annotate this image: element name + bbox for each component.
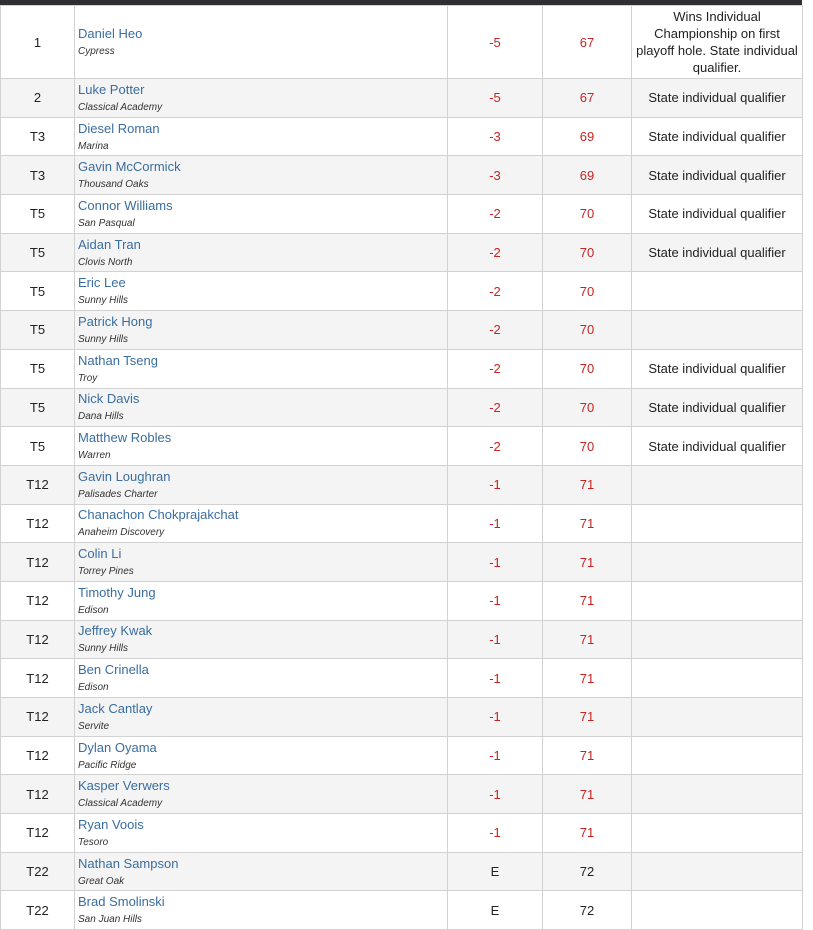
position-cell: T12 — [1, 775, 75, 814]
player-name-link[interactable]: Diesel Roman — [78, 120, 160, 136]
to-par-cell: -2 — [448, 272, 543, 311]
table-row — [1, 775, 803, 814]
player-cell — [75, 814, 448, 853]
position-cell: T12 — [1, 620, 75, 659]
school-name: Clovis North — [78, 256, 133, 268]
table-row — [1, 156, 803, 195]
total-score-cell: 71 — [543, 620, 632, 659]
position-cell: T22 — [1, 852, 75, 891]
school-name: Classical Academy — [78, 798, 163, 810]
player-cell — [75, 659, 448, 698]
to-par-cell: -1 — [448, 620, 543, 659]
position-cell: T5 — [1, 388, 75, 427]
position-cell: T12 — [1, 504, 75, 543]
note-cell: State individual qualifier — [632, 233, 803, 272]
total-score-cell: 70 — [543, 427, 632, 466]
total-score-cell: 70 — [543, 272, 632, 311]
total-score-cell: 67 — [543, 79, 632, 118]
to-par-cell: -2 — [448, 427, 543, 466]
school-name: San Pasqual — [78, 217, 135, 229]
table-row — [1, 465, 803, 504]
to-par-cell: -2 — [448, 311, 543, 350]
school-name: Edison — [78, 604, 109, 616]
to-par-cell: -2 — [448, 233, 543, 272]
position-cell: T5 — [1, 272, 75, 311]
player-name-link[interactable]: Ryan Voois — [78, 816, 144, 832]
player-name-link[interactable]: Nathan Sampson — [78, 855, 179, 871]
player-name-link[interactable]: Kasper Verwers — [78, 778, 170, 794]
note-cell: State individual qualifier — [632, 79, 803, 118]
to-par-cell: -1 — [448, 775, 543, 814]
table-row — [1, 117, 803, 156]
to-par-cell: -2 — [448, 195, 543, 234]
school-name: Tesoro — [78, 836, 109, 848]
total-score-cell: 71 — [543, 581, 632, 620]
player-name-link[interactable]: Luke Potter — [78, 81, 145, 97]
player-cell — [75, 891, 448, 930]
player-cell — [75, 504, 448, 543]
player-cell — [75, 465, 448, 504]
note-cell — [632, 311, 803, 350]
position-cell: 1 — [1, 6, 75, 79]
player-name-link[interactable]: Nick Davis — [78, 391, 140, 407]
note-cell — [632, 543, 803, 582]
player-cell — [75, 698, 448, 737]
school-name: Warren — [78, 450, 111, 462]
total-score-cell: 71 — [543, 504, 632, 543]
player-name-link[interactable]: Patrick Hong — [78, 313, 153, 329]
school-name: Palisades Charter — [78, 488, 158, 500]
player-name-link[interactable]: Ben Crinella — [78, 662, 149, 678]
note-cell — [632, 891, 803, 930]
school-name: Thousand Oaks — [78, 179, 149, 191]
player-name-link[interactable]: Nathan Tseng — [78, 352, 158, 368]
player-name-link[interactable]: Daniel Heo — [78, 26, 143, 41]
total-score-cell: 71 — [543, 465, 632, 504]
position-cell: T12 — [1, 543, 75, 582]
total-score-cell: 69 — [543, 117, 632, 156]
total-score-cell: 70 — [543, 195, 632, 234]
to-par-cell: -3 — [448, 156, 543, 195]
player-name-link[interactable]: Timothy Jung — [78, 584, 156, 600]
table-row — [1, 311, 803, 350]
to-par-cell: E — [448, 852, 543, 891]
table-row — [1, 620, 803, 659]
table-row — [1, 195, 803, 234]
table-row — [1, 543, 803, 582]
player-cell — [75, 349, 448, 388]
player-name-link[interactable]: Brad Smolinski — [78, 894, 165, 910]
player-cell — [75, 195, 448, 234]
player-name-link[interactable]: Eric Lee — [78, 275, 126, 291]
school-name: Great Oak — [78, 875, 125, 887]
position-cell: 2 — [1, 79, 75, 118]
player-name-link[interactable]: Aidan Tran — [78, 236, 141, 252]
table-row — [1, 388, 803, 427]
player-name-link[interactable]: Connor Williams — [78, 197, 173, 213]
player-cell — [75, 852, 448, 891]
player-name-link[interactable]: Jack Cantlay — [78, 700, 153, 716]
school-name: Sunny Hills — [78, 643, 129, 655]
player-name-link[interactable]: Jeffrey Kwak — [78, 623, 153, 639]
table-row — [1, 891, 803, 930]
player-cell — [75, 388, 448, 427]
note-cell — [632, 736, 803, 775]
table-row — [1, 852, 803, 891]
leaderboard-body — [1, 6, 803, 930]
position-cell: T5 — [1, 195, 75, 234]
school-name: Servite — [78, 720, 110, 732]
player-cell — [75, 581, 448, 620]
position-cell: T5 — [1, 233, 75, 272]
table-row — [1, 581, 803, 620]
player-cell — [75, 736, 448, 775]
note-cell — [632, 620, 803, 659]
total-score-cell: 71 — [543, 659, 632, 698]
school-name: Pacific Ridge — [78, 759, 137, 771]
school-name: Sunny Hills — [78, 333, 129, 345]
table-row — [1, 79, 803, 118]
position-cell: T5 — [1, 349, 75, 388]
table-row — [1, 6, 803, 79]
note-cell — [632, 504, 803, 543]
player-name-link[interactable]: Matthew Robles — [78, 430, 172, 446]
total-score-cell: 70 — [543, 388, 632, 427]
player-name-link[interactable]: Gavin Loughran — [78, 468, 171, 484]
school-name: Torrey Pines — [78, 566, 134, 578]
leaderboard-table — [0, 5, 803, 930]
table-row — [1, 349, 803, 388]
note-cell: State individual qualifier — [632, 195, 803, 234]
total-score-cell: 72 — [543, 852, 632, 891]
total-score-cell: 71 — [543, 736, 632, 775]
total-score-cell: 71 — [543, 543, 632, 582]
school-name: Sunny Hills — [78, 295, 129, 307]
player-cell — [75, 156, 448, 195]
total-score-cell: 71 — [543, 698, 632, 737]
to-par-cell: -1 — [448, 465, 543, 504]
note-cell: State individual qualifier — [632, 117, 803, 156]
player-name-link[interactable]: Dylan Oyama — [78, 739, 157, 755]
player-cell — [75, 272, 448, 311]
player-cell — [75, 427, 448, 466]
table-row — [1, 736, 803, 775]
total-score-cell: 69 — [543, 156, 632, 195]
player-cell — [75, 233, 448, 272]
table-row — [1, 272, 803, 311]
total-score-cell: 67 — [543, 6, 632, 79]
school-name: Classical Academy — [78, 101, 163, 113]
player-name-link[interactable]: Chanachon Chokprajakchat — [78, 507, 239, 523]
to-par-cell: -5 — [448, 79, 543, 118]
table-row — [1, 233, 803, 272]
school-name: Marina — [78, 140, 109, 152]
player-cell — [75, 311, 448, 350]
to-par-cell: E — [448, 891, 543, 930]
school-name: Anaheim Discovery — [78, 527, 165, 539]
table-row — [1, 504, 803, 543]
note-cell: Wins Individual Championship on first playoff hole. State individual qualifier. — [632, 6, 803, 79]
note-cell: State individual qualifier — [632, 349, 803, 388]
player-cell — [75, 117, 448, 156]
note-cell — [632, 814, 803, 853]
position-cell: T5 — [1, 311, 75, 350]
to-par-cell: -1 — [448, 659, 543, 698]
player-name-link[interactable]: Gavin McCormick — [78, 159, 181, 175]
to-par-cell: -1 — [448, 698, 543, 737]
player-cell — [75, 620, 448, 659]
to-par-cell: -1 — [448, 504, 543, 543]
total-score-cell: 70 — [543, 311, 632, 350]
note-cell — [632, 775, 803, 814]
total-score-cell: 72 — [543, 891, 632, 930]
total-score-cell: 70 — [543, 233, 632, 272]
position-cell: T12 — [1, 814, 75, 853]
note-cell — [632, 465, 803, 504]
note-cell: State individual qualifier — [632, 156, 803, 195]
school-name: Cypress — [78, 46, 115, 57]
to-par-cell: -2 — [448, 388, 543, 427]
to-par-cell: -1 — [448, 581, 543, 620]
total-score-cell: 70 — [543, 349, 632, 388]
to-par-cell: -1 — [448, 543, 543, 582]
position-cell: T3 — [1, 156, 75, 195]
school-name: Troy — [78, 372, 98, 384]
player-cell — [75, 543, 448, 582]
total-score-cell: 71 — [543, 814, 632, 853]
player-name-link[interactable]: Colin Li — [78, 546, 122, 562]
to-par-cell: -5 — [448, 6, 543, 79]
to-par-cell: -2 — [448, 349, 543, 388]
school-name: San Juan Hills — [78, 914, 142, 926]
to-par-cell: -1 — [448, 814, 543, 853]
position-cell: T22 — [1, 891, 75, 930]
player-cell — [75, 6, 448, 79]
note-cell — [632, 272, 803, 311]
table-row — [1, 698, 803, 737]
table-row — [1, 427, 803, 466]
player-cell — [75, 79, 448, 118]
note-cell — [632, 698, 803, 737]
player-cell — [75, 775, 448, 814]
school-name: Edison — [78, 682, 109, 694]
school-name: Dana Hills — [78, 411, 124, 423]
note-cell — [632, 659, 803, 698]
position-cell: T3 — [1, 117, 75, 156]
to-par-cell: -3 — [448, 117, 543, 156]
to-par-cell: -1 — [448, 736, 543, 775]
note-cell: State individual qualifier — [632, 427, 803, 466]
table-row — [1, 814, 803, 853]
total-score-cell: 71 — [543, 775, 632, 814]
position-cell: T5 — [1, 427, 75, 466]
note-cell: State individual qualifier — [632, 388, 803, 427]
position-cell: T12 — [1, 736, 75, 775]
position-cell: T12 — [1, 698, 75, 737]
note-cell — [632, 852, 803, 891]
table-row — [1, 659, 803, 698]
position-cell: T12 — [1, 465, 75, 504]
position-cell: T12 — [1, 659, 75, 698]
position-cell: T12 — [1, 581, 75, 620]
note-cell — [632, 581, 803, 620]
